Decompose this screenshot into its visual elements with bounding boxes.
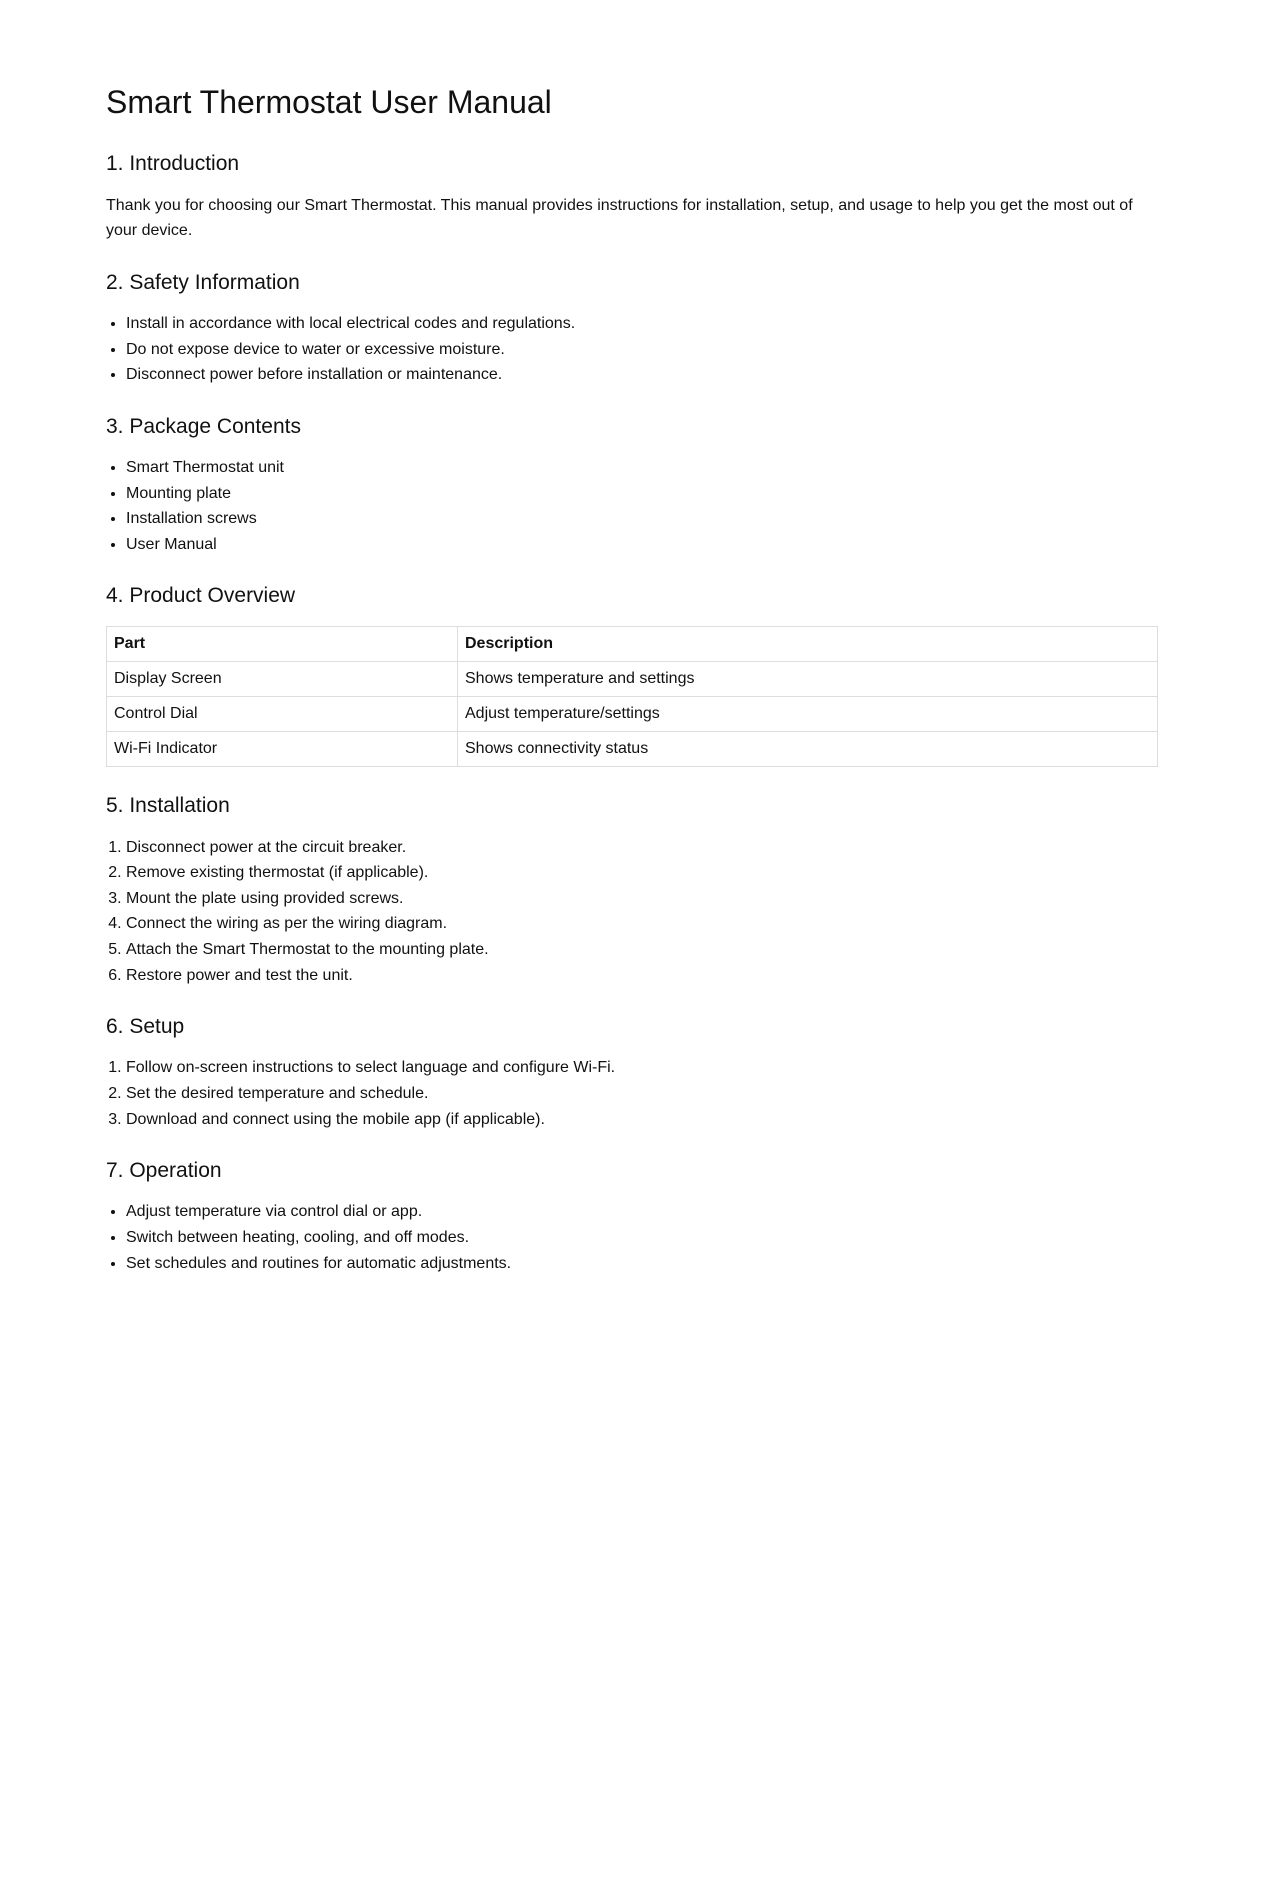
column-header-description: Description bbox=[458, 627, 1158, 662]
list-item: 1. Disconnect power at the circuit breaker. bbox=[126, 835, 1158, 861]
list-item: • Disconnect power before installation or maintenance. bbox=[126, 362, 1158, 388]
section-safety-information bbox=[106, 270, 1158, 388]
section-heading: 2. Safety Information bbox=[106, 270, 300, 294]
table-header-row bbox=[107, 627, 1158, 662]
list-item: • Adjust temperature via control dial or app. bbox=[126, 1199, 1158, 1225]
page-title: Smart Thermostat User Manual bbox=[106, 84, 552, 120]
list-item: 5. Attach the Smart Thermostat to the mounting plate. bbox=[126, 937, 1158, 963]
section-heading: 1. Introduction bbox=[106, 152, 240, 176]
list-item: 4. Connect the wiring as per the wiring diagram. bbox=[126, 911, 1158, 937]
list-item: 2. Set the desired temperature and schedule. bbox=[126, 1081, 1158, 1107]
list-item: 1. Follow on-screen instructions to select language and configure Wi-Fi. bbox=[126, 1055, 1158, 1081]
section-package-contents bbox=[106, 414, 1158, 558]
list-item: • Install in accordance with local electrical codes and regulations. bbox=[126, 311, 1158, 337]
list-item: • Do not expose device to water or excessive moisture. bbox=[126, 337, 1158, 363]
installation-steps-list bbox=[106, 835, 1158, 989]
table-cell-description: Shows connectivity status bbox=[458, 732, 1158, 767]
list-item: 2. Remove existing thermostat (if applicable). bbox=[126, 860, 1158, 886]
product-overview-table bbox=[106, 626, 1158, 767]
section-heading: 3. Package Contents bbox=[106, 414, 301, 438]
section-installation bbox=[106, 793, 1158, 988]
table-cell-description: Adjust temperature/settings bbox=[458, 697, 1158, 732]
list-item: • Smart Thermostat unit bbox=[126, 455, 1158, 481]
list-item: • User Manual bbox=[126, 532, 1158, 558]
list-item: 6. Restore power and test the unit. bbox=[126, 963, 1158, 989]
list-item: • Installation screws bbox=[126, 506, 1158, 532]
table-cell-part: Wi-Fi Indicator bbox=[107, 732, 458, 767]
table-cell-description: Shows temperature and settings bbox=[458, 662, 1158, 697]
table-row bbox=[107, 662, 1158, 697]
section-operation bbox=[106, 1158, 1158, 1276]
safety-list bbox=[106, 311, 1158, 388]
operation-list bbox=[106, 1199, 1158, 1276]
section-heading: 7. Operation bbox=[106, 1159, 222, 1183]
list-item: • Set schedules and routines for automatic adjustments. bbox=[126, 1251, 1158, 1277]
section-heading: 4. Product Overview bbox=[106, 584, 296, 608]
list-item: 3. Download and connect using the mobile app (if applicable). bbox=[126, 1107, 1158, 1133]
manual-document bbox=[106, 0, 1158, 1276]
list-item: • Mounting plate bbox=[126, 481, 1158, 507]
section-product-overview bbox=[106, 583, 1158, 767]
table-cell-part: Display Screen bbox=[107, 662, 458, 697]
intro-paragraph: Thank you for choosing our Smart Thermostat. This manual provides instructions for installation, setup, and usage to help you get the most out of your device. bbox=[106, 196, 1133, 240]
table-cell-part: Control Dial bbox=[107, 697, 458, 732]
section-heading: 5. Installation bbox=[106, 794, 230, 818]
table-row bbox=[107, 697, 1158, 732]
section-introduction bbox=[106, 151, 1158, 243]
section-setup bbox=[106, 1014, 1158, 1132]
package-contents-list bbox=[106, 455, 1158, 557]
list-item: 3. Mount the plate using provided screws. bbox=[126, 886, 1158, 912]
column-header-part: Part bbox=[107, 627, 458, 662]
section-heading: 6. Setup bbox=[106, 1015, 185, 1039]
list-item: • Switch between heating, cooling, and off modes. bbox=[126, 1225, 1158, 1251]
setup-steps-list bbox=[106, 1055, 1158, 1132]
table-row bbox=[107, 732, 1158, 767]
